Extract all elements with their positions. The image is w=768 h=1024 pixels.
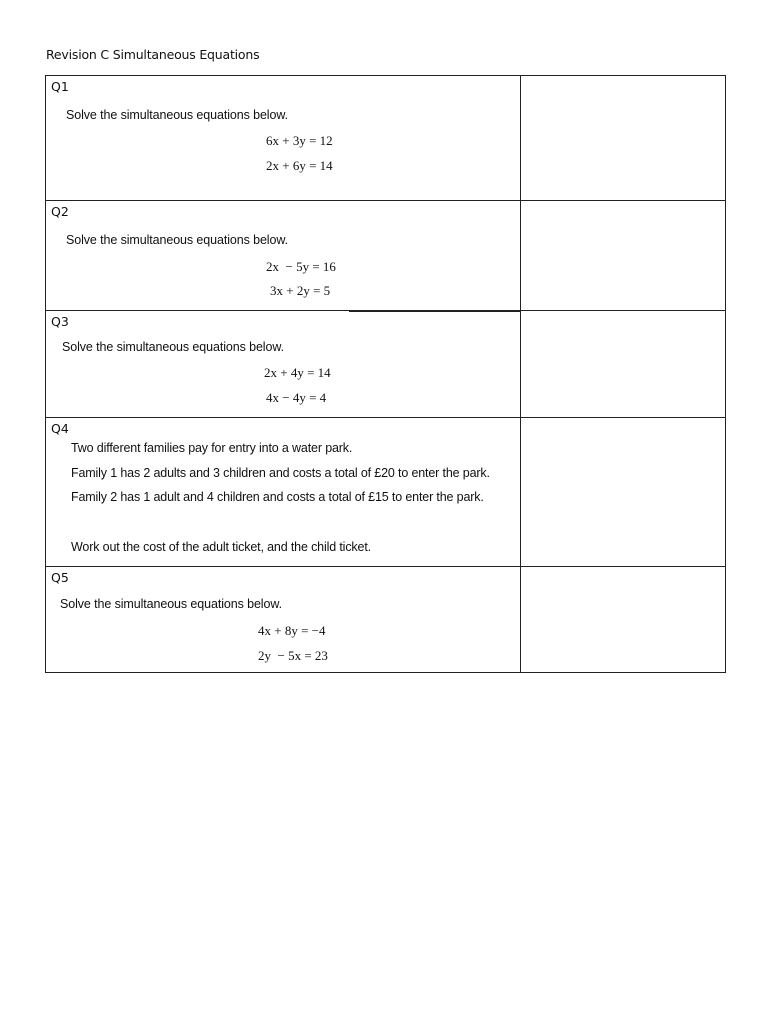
- table-border-segment: [349, 311, 521, 312]
- answer-cell[interactable]: [521, 76, 726, 201]
- question-row-q2: [46, 201, 726, 311]
- answer-cell[interactable]: [521, 418, 726, 567]
- question-cell: [46, 418, 521, 567]
- equation-1: 6x + 3y = 12: [266, 133, 333, 148]
- equation-2: 2x + 6y = 14: [266, 158, 333, 173]
- question-instruction: Solve the simultaneous equations below.: [62, 340, 284, 354]
- question-text-line: Family 2 has 1 adult and 4 children and costs a total of £15 to enter the park.: [71, 490, 484, 504]
- question-cell: [46, 567, 521, 673]
- question-row-q5: [46, 567, 726, 673]
- question-text-line: Family 1 has 2 adults and 3 children and costs a total of £20 to enter the park.: [71, 466, 490, 480]
- question-instruction: Solve the simultaneous equations below.: [60, 597, 282, 611]
- question-row-q1: [46, 76, 726, 201]
- question-text-line: Work out the cost of the adult ticket, and the child ticket.: [71, 540, 371, 554]
- question-row-q4: [46, 418, 726, 567]
- equation-2: 2y − 5x = 23: [258, 648, 328, 663]
- question-cell: [46, 76, 521, 201]
- question-label: Q4: [51, 421, 69, 436]
- equation-1: 2x − 5y = 16: [266, 259, 336, 274]
- question-text-line: Two different families pay for entry into a water park.: [71, 441, 353, 455]
- question-instruction: Solve the simultaneous equations below.: [66, 233, 288, 247]
- question-label: Q5: [51, 570, 69, 585]
- question-label: Q3: [51, 314, 69, 329]
- answer-cell[interactable]: [521, 201, 726, 311]
- table-border-tick: [45, 307, 46, 313]
- questions-table: [45, 75, 726, 673]
- document-title: Revision C Simultaneous Equations: [46, 47, 260, 62]
- answer-cell[interactable]: [521, 567, 726, 673]
- question-label: Q2: [51, 204, 69, 219]
- question-cell: [46, 311, 521, 418]
- equation-1: 4x + 8y = −4: [258, 623, 326, 638]
- question-row-q3: [46, 311, 726, 418]
- equation-2: 3x + 2y = 5: [270, 283, 331, 298]
- answer-cell[interactable]: [521, 311, 726, 418]
- question-label: Q1: [51, 79, 69, 94]
- equation-2: 4x − 4y = 4: [266, 390, 327, 405]
- question-cell: [46, 201, 521, 311]
- equation-1: 2x + 4y = 14: [264, 365, 331, 380]
- question-instruction: Solve the simultaneous equations below.: [66, 108, 288, 122]
